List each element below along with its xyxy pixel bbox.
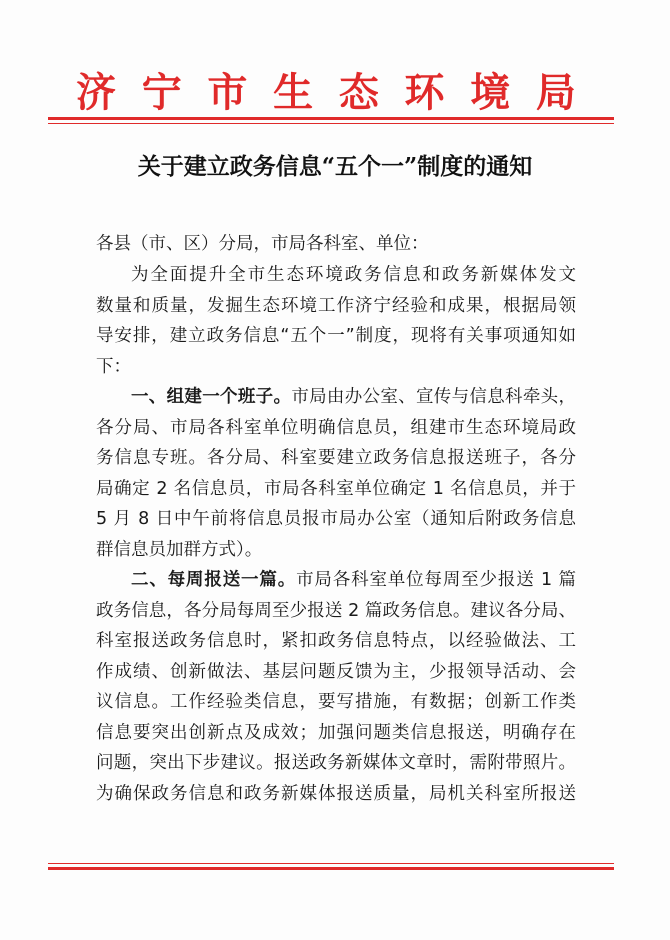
body-line: 作成绩、创新做法、基层问题反馈为主，少报领导活动、会	[96, 661, 576, 682]
body-line: 5 月 8 日中午前将信息员报市局办公室（通知后附政务信息	[96, 509, 576, 529]
body-line: 政务信息，各分局每周至少报送 2 篇政务信息。建议各分局、	[96, 600, 576, 621]
body-line	[131, 568, 576, 592]
body-line: 务信息专班。各分局、科室要建立政务信息报送班子，各分	[96, 448, 576, 468]
body-line: 议信息。工作经验类信息，要写措施，有数据；创新工作类	[96, 692, 576, 712]
body-line: 局确定 2 名信息员，市局各科室单位确定 1 名信息员，并于	[96, 478, 576, 499]
body-line: 数量和质量，发掘生态环境工作济宁经验和成果，根据局领	[96, 295, 576, 316]
body-line: 各分局、市局各科室单位明确信息员，组建市生态环境局政	[96, 417, 576, 438]
body-line: 科室报送政务信息时，紧扣政务信息特点，以经验做法、工	[96, 631, 576, 651]
body-line: 为确保政务信息和政务新媒体报送质量，局机关科室所报送	[96, 783, 576, 804]
footer-rule-thin	[48, 863, 614, 864]
header-char: 宁	[141, 68, 182, 116]
document-title: 关于建立政务信息“五个一”制度的通知	[137, 153, 533, 180]
body-line: 下：	[96, 356, 131, 377]
header-char: 境	[470, 68, 511, 116]
body-line: 群信息员加群方式）。	[96, 539, 263, 560]
issuer-header	[76, 66, 576, 116]
header-char: 环	[404, 68, 445, 116]
header-char: 态	[338, 68, 379, 116]
header-rule-thin	[48, 123, 614, 124]
section-text: 市局由办公室、宣传与信息科牵头，	[291, 387, 576, 407]
section-text: 市局各科室单位每周至少报送 1 篇	[296, 570, 576, 590]
header-char: 生	[273, 68, 314, 116]
body-line: 问题，突出下步建议。报送政务新媒体文章时，需附带照片。	[96, 753, 576, 773]
body-line: 信息要突出创新点及成效；加强问题类信息报送，明确存在	[96, 722, 576, 743]
section-heading: 二、每周报送一篇。	[131, 570, 297, 590]
body-line	[131, 385, 576, 409]
footer-rule-thick	[48, 867, 614, 870]
header-char: 济	[76, 68, 116, 116]
header-rule-thick	[48, 117, 614, 120]
header-char: 市	[207, 68, 248, 116]
salutation: 各县（市、区）分局，市局各科室、单位：	[96, 234, 429, 254]
header-char: 局	[535, 68, 576, 116]
body-line: 为全面提升全市生态环境政务信息和政务新媒体发文	[131, 265, 576, 285]
body-line: 导安排，建立政务信息“五个一”制度，现将有关事项通知如	[96, 326, 576, 346]
section-heading: 一、组建一个班子。	[131, 387, 292, 407]
